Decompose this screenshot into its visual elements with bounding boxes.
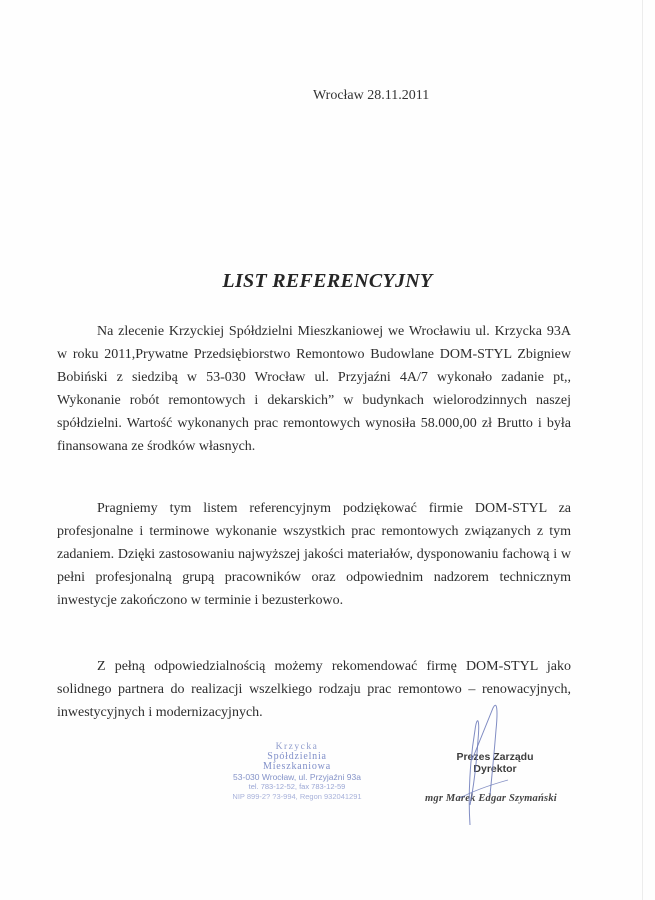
document-title: LIST REFERENCYJNY bbox=[222, 270, 433, 292]
paragraph-2 bbox=[57, 497, 571, 612]
text-line: spółdzielni. Wartość wykonanych prac remontowych wynosiła 58.000,00 zł Brutto i była bbox=[57, 416, 571, 431]
role-line: Prezes Zarządu bbox=[456, 751, 534, 763]
text-line: finansowana ze środków własnych. bbox=[57, 439, 256, 454]
text-line: Na zlecenie Krzyckiej Spółdzielni Mieszkaniowej we Wrocławiu ul. Krzycka 93A bbox=[97, 324, 571, 339]
signatory-name: mgr Marek Edgar Szymański bbox=[425, 793, 557, 804]
text-line: profesjonalne i terminowe wykonanie wszystkich prac remontowych związanych z tym bbox=[57, 524, 571, 539]
text-line: inwestycyjnych i modernizacyjnych. bbox=[57, 705, 263, 720]
text-line: pełni profesjonalną grupą pracowników oraz odpowiednim nadzorem technicznym bbox=[57, 570, 571, 585]
place-date: Wrocław 28.11.2011 bbox=[313, 88, 430, 103]
text-line: Wykonanie robót remontowych i dekarskich” w budynkach wielorodzinnych naszej bbox=[57, 393, 571, 408]
stamp-line: 53-030 Wrocław, ul. Przyjaźni 93a bbox=[233, 772, 361, 782]
role-line: Dyrektor bbox=[473, 763, 517, 775]
stamp-line: NIP 899-2? ?3-994, Regon 932041291 bbox=[232, 792, 362, 801]
text-line: Z pełną odpowiedzialnością możemy rekomendować firmę DOM-STYL jako bbox=[97, 659, 571, 674]
text-line: w roku 2011,Prywatne Przedsiębiorstwo Remontowo Budowlane DOM-STYL Zbigniew bbox=[57, 347, 571, 362]
page-edge bbox=[642, 0, 643, 900]
text-line: Pragniemy tym listem referencyjnym podziękować firmie DOM-STYL za bbox=[97, 501, 571, 516]
text-line: solidnego partnera do realizacji wszelkiego rodzaju prac remontowo – renowacyjnych, bbox=[57, 682, 571, 697]
text-line: zadaniem. Dzięki zastosowaniu najwyższej jakości materiałów, dysponowaniu fachową i w bbox=[57, 547, 571, 562]
stamp-line: Krzycka bbox=[275, 742, 319, 752]
stamp-line: Spółdzielnia Mieszkaniowa bbox=[263, 751, 331, 772]
company-stamp bbox=[232, 742, 362, 802]
text-line: Bobiński z siedzibą w 53-030 Wrocław ul. Przyjaźni 4A/7 wykonało zadanie pt,, bbox=[57, 370, 571, 385]
handwritten-signature-icon bbox=[440, 700, 540, 830]
text-line: inwestycje zakończono w terminie i bezusterkowo. bbox=[57, 593, 344, 608]
paragraph-1 bbox=[57, 320, 571, 458]
stamp-line: tel. 783-12-52, fax 783-12-59 bbox=[248, 782, 346, 791]
